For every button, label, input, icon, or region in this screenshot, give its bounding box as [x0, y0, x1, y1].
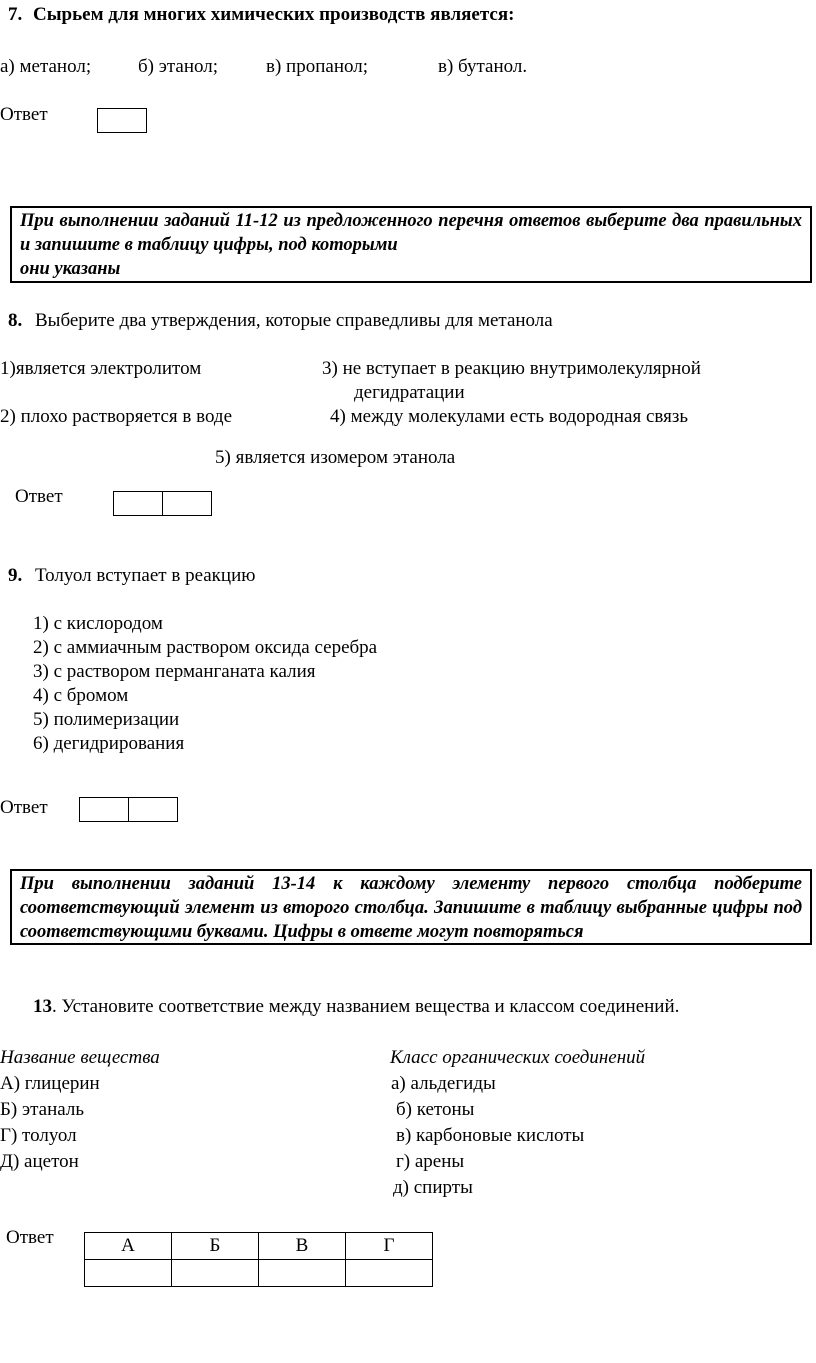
q9-heading	[8, 565, 255, 587]
q13-right-item-3: в) карбоновые кислоты	[396, 1125, 585, 1146]
q9-option-3: 3) с раствором перманганата калия	[33, 661, 316, 682]
q13-right-item-1: а) альдегиды	[391, 1073, 496, 1094]
q8-option-3-cont: дегидратации	[354, 382, 465, 403]
q9-option-2: 2) с аммиачным раствором оксида серебра	[33, 637, 378, 658]
q13-right-item-5: д) спирты	[393, 1177, 473, 1198]
q8-answer-cell-1[interactable]	[113, 491, 163, 516]
q13-answer-cell-b[interactable]	[172, 1260, 259, 1287]
q7-answer-label: Ответ	[0, 104, 48, 125]
q13-right-item-4: г) арены	[396, 1151, 465, 1172]
instruction-box-2	[10, 869, 812, 945]
instruction-2-text: При выполнении заданий 13-14 к каждому элементу первого столбца подберите соответствующий элемент из второго столбца. Запишите в таблицу выбранные цифры под соответствующими буквами. Цифры в ответе могут повторяться	[20, 874, 802, 942]
q7-answer-box[interactable]	[97, 108, 147, 133]
q9-option-6: 6) дегидрирования	[33, 733, 185, 754]
q13-left-item-2: Б) этаналь	[0, 1099, 85, 1120]
q13-answer-cell-a[interactable]	[85, 1260, 172, 1287]
q13-answer-cell-g[interactable]	[346, 1260, 433, 1287]
q9-text: Толуол вступает в реакцию	[35, 565, 256, 586]
q13-left-item-4: Д) ацетон	[0, 1151, 79, 1172]
q9-answer-cells	[79, 797, 178, 822]
q8-option-4: 4) между молекулами есть водородная связь	[330, 406, 689, 427]
q8-number: 8.	[8, 310, 23, 331]
q13-table-header-a: А	[85, 1233, 172, 1260]
q7-option-b: б) этанол;	[138, 56, 219, 77]
q13-right-header: Класс органических соединений	[390, 1047, 646, 1068]
q8-heading	[8, 310, 553, 332]
q13-number: 13	[33, 996, 52, 1017]
instruction-1-text: При выполнении заданий 11-12 из предложенного перечня ответов выберите два правильных и запишите в таблицу цифры, под которыми	[20, 211, 802, 255]
q7-heading	[8, 4, 514, 26]
q13-left-item-1: А) глицерин	[0, 1073, 100, 1094]
q13-left-header: Название вещества	[0, 1047, 160, 1068]
q9-option-1: 1) с кислородом	[33, 613, 163, 634]
q13-answer-table-header-row	[85, 1233, 433, 1260]
q8-option-2: 2) плохо растворяется в воде	[0, 406, 233, 427]
q13-left-item-3: Г) толуол	[0, 1125, 77, 1146]
q13-answer-table	[84, 1232, 433, 1287]
q8-answer-cell-2[interactable]	[162, 491, 212, 516]
q13-table-header-v: В	[259, 1233, 346, 1260]
q13-answer-table-input-row	[85, 1260, 433, 1287]
q13-answer-label: Ответ	[6, 1227, 54, 1248]
q9-answer-label: Ответ	[0, 797, 48, 818]
q7-option-d: в) бутанол.	[438, 56, 528, 77]
q7-option-a: а) метанол;	[0, 56, 92, 77]
instruction-box-1	[10, 206, 812, 283]
q13-heading	[33, 996, 679, 1018]
q9-answer-cell-2[interactable]	[128, 797, 178, 822]
q8-option-5: 5) является изомером этанола	[215, 447, 456, 468]
q7-number: 7.	[8, 4, 23, 25]
q13-table-header-b: Б	[172, 1233, 259, 1260]
q8-text: Выберите два утверждения, которые справедливы для метанола	[35, 310, 553, 331]
q7-option-c: в) пропанол;	[266, 56, 368, 77]
q13-text: . Установите соответствие между названием вещества и классом соединений.	[52, 996, 680, 1017]
q9-option-4: 4) с бромом	[33, 685, 129, 706]
q9-answer-cell-1[interactable]	[79, 797, 129, 822]
q9-option-5: 5) полимеризации	[33, 709, 180, 730]
q13-answer-cell-v[interactable]	[259, 1260, 346, 1287]
q13-table-header-g: Г	[346, 1233, 433, 1260]
q7-text: Сырьем для многих химических производств является:	[33, 4, 515, 25]
q8-option-1: 1)является электролитом	[0, 358, 202, 379]
q8-option-3: 3) не вступает в реакцию внутримолекулярной	[322, 358, 701, 379]
q8-answer-cells	[113, 491, 212, 516]
q9-number: 9.	[8, 565, 23, 586]
q13-right-item-2: б) кетоны	[396, 1099, 475, 1120]
instruction-1-line3: они указаны	[20, 259, 121, 279]
q8-answer-label: Ответ	[15, 486, 63, 507]
